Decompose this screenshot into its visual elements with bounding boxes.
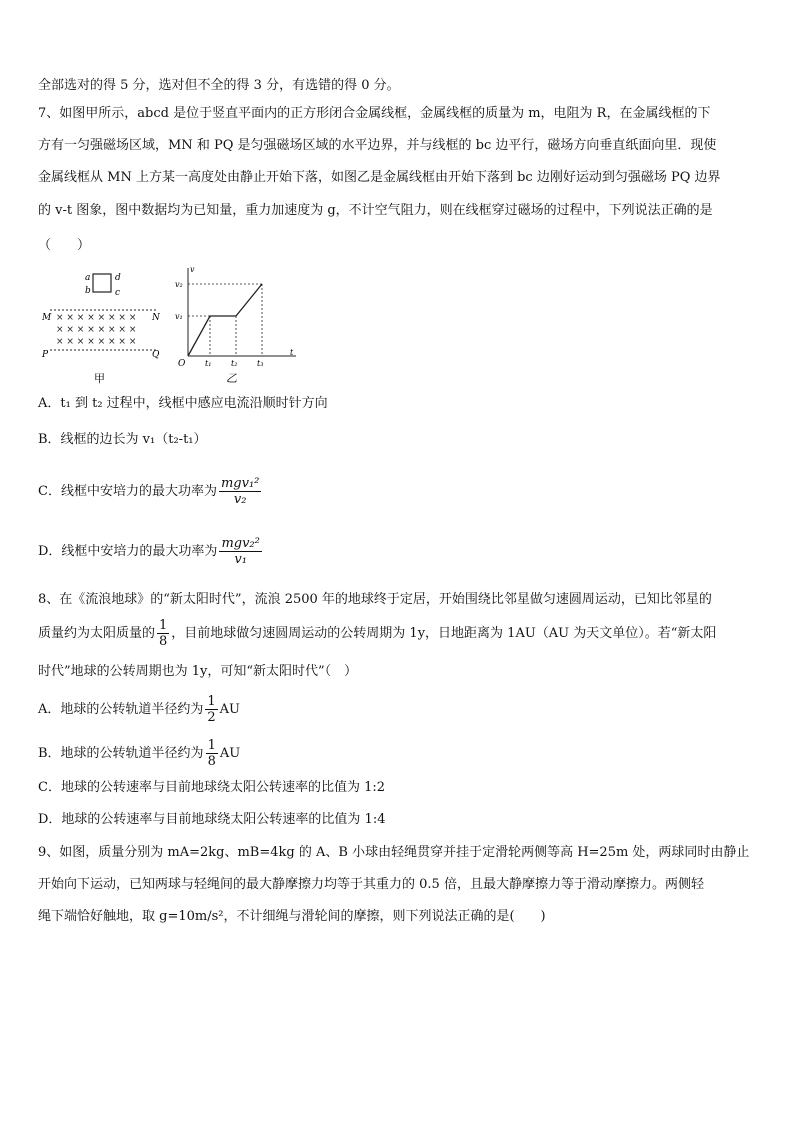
caption-jia: 甲 <box>94 372 105 385</box>
q8-option-b <box>38 738 240 769</box>
q7-option-d-fraction <box>219 536 261 567</box>
label-N: N <box>152 313 160 323</box>
figure-yi <box>175 265 296 385</box>
q8-line-3: 时代”地球的公转周期也为 1y，可知“新太阳时代”（ ） <box>38 664 358 679</box>
q9-line-3: 绳下端恰好触地，取 g=10m/s²，不计细绳与滑轮间的摩擦，则下列说法正确的是( ) <box>38 909 546 924</box>
label-t3: t₃ <box>257 359 264 368</box>
vt-curve <box>188 284 262 356</box>
label-v-axis: v <box>190 265 195 274</box>
label-d: d <box>115 273 121 283</box>
q8-option-c: C．地球的公转速率与目前地球绕太阳公转速率的比值为 1:2 <box>38 780 386 795</box>
q8-line-1: 8、在《流浪地球》的“新太阳时代”，流浪 2500 年的地球终于定居，开始围绕比邻星做匀速圆周运动，已知比邻星的 <box>38 592 712 607</box>
svg-text:× × × × × × × ×: × × × × × × × × <box>56 313 137 323</box>
intro-line: 全部选对的得 5 分，选对但不全的得 3 分，有选错的得 0 分。 <box>38 78 400 93</box>
label-b: b <box>85 286 91 296</box>
label-v2: v₂ <box>175 280 183 289</box>
label-t-axis: t <box>290 348 294 357</box>
q7-option-d-den: v₁ <box>234 552 247 567</box>
q7-option-d-num: mgv₂² <box>221 536 260 551</box>
label-a: a <box>85 273 91 283</box>
q8-option-a <box>38 694 240 725</box>
q9-line-1: 9、如图，质量分别为 mA=2kg、mB=4kg 的 A、B 小球由轻绳贯穿并挂于定滑轮两侧等高 H=25m 处，两球同时由静止 <box>38 845 750 860</box>
q8-fraction-den: 8 <box>159 634 168 649</box>
q7-option-c-num: mgv₁² <box>220 476 260 491</box>
q7-option-d <box>38 536 264 567</box>
q8-line-2 <box>38 618 716 649</box>
label-v1: v₁ <box>175 312 183 321</box>
label-t1: t₁ <box>205 359 212 368</box>
q7-line-1: 7、如图甲所示，abcd 是位于竖直平面内的正方形闭合金属线框，金属线框的质量为 m，电阻为 R，在金属线框的下 <box>38 106 711 121</box>
magnetic-field-marks <box>56 313 136 347</box>
q7-figure <box>38 262 318 387</box>
q8-line-2-pre: 质量约为太阳质量的 <box>38 626 156 641</box>
q8-fraction-num: 1 <box>159 618 168 633</box>
q8-option-a-unit: AU <box>219 702 241 717</box>
q7-line-3: 金属线框从 MN 上方某一高度处由静止开始下落，如图乙是金属线框由开始下落到 bc 边刚好运动到匀强磁场 PQ 边界 <box>38 170 721 185</box>
q7-line-2: 方有一匀强磁场区域，MN 和 PQ 是匀强磁场区域的水平边界，并与线框的 bc 边平行，磁场方向垂直纸面向里．现使 <box>38 138 717 153</box>
q8-option-b-fraction <box>206 738 218 769</box>
q7-option-c <box>38 476 263 507</box>
q8-option-a-num: 1 <box>207 694 216 709</box>
q8-option-d: D．地球的公转速率与目前地球绕太阳公转速率的比值为 1:4 <box>38 812 386 827</box>
q8-option-b-num: 1 <box>207 738 216 753</box>
q8-option-a-den: 2 <box>207 710 216 725</box>
label-origin: O <box>178 359 186 369</box>
q8-option-a-fraction <box>205 694 217 725</box>
q8-option-b-den: 8 <box>207 754 216 769</box>
q7-line-4: 的 v-t 图象，图中数据均为已知量，重力加速度为 g，不计空气阻力，则在线框穿过磁场的过程中，下列说法正确的是 <box>38 203 713 218</box>
label-t2: t₂ <box>231 359 238 368</box>
label-P: P <box>42 350 49 360</box>
figure-jia <box>41 273 161 385</box>
q8-option-b-unit: AU <box>219 746 241 761</box>
q8-option-b-text: B．地球的公转轨道半径约为 <box>38 746 204 761</box>
svg-text:× × × × × × × ×: × × × × × × × × <box>56 337 137 347</box>
q7-option-c-fraction <box>219 476 261 507</box>
q7-option-b: B．线框的边长为 v₁（t₂-t₁） <box>38 432 207 447</box>
wire-frame <box>93 274 111 292</box>
label-Q: Q <box>152 350 160 360</box>
svg-text:× × × × × × × ×: × × × × × × × × <box>56 325 137 335</box>
label-M: M <box>42 313 52 323</box>
q8-option-a-text: A．地球的公转轨道半径约为 <box>38 702 204 717</box>
caption-yi: 乙 <box>226 372 237 385</box>
q7-option-c-den: v₂ <box>233 492 247 507</box>
q7-option-a: A．t₁ 到 t₂ 过程中，线框中感应电流沿顺时针方向 <box>38 396 328 411</box>
q7-option-c-text: C．线框中安培力的最大功率为 <box>38 484 217 499</box>
q7-figure-svg <box>38 262 318 387</box>
q8-fraction <box>157 618 169 649</box>
q9-line-2: 开始向下运动，已知两球与轻绳间的最大静摩擦力均等于其重力的 0.5 倍，且最大静摩擦力等于滑动摩擦力。两侧轻 <box>38 877 704 892</box>
label-c: c <box>115 288 121 298</box>
q7-line-5: （ ） <box>38 238 91 253</box>
q7-option-d-text: D．线框中安培力的最大功率为 <box>38 544 218 559</box>
q8-line-2-post: ，目前地球做匀速圆周运动的公转周期为 1y，日地距离为 1AU（AU 为天文单位）。若“新太阳 <box>171 626 717 641</box>
